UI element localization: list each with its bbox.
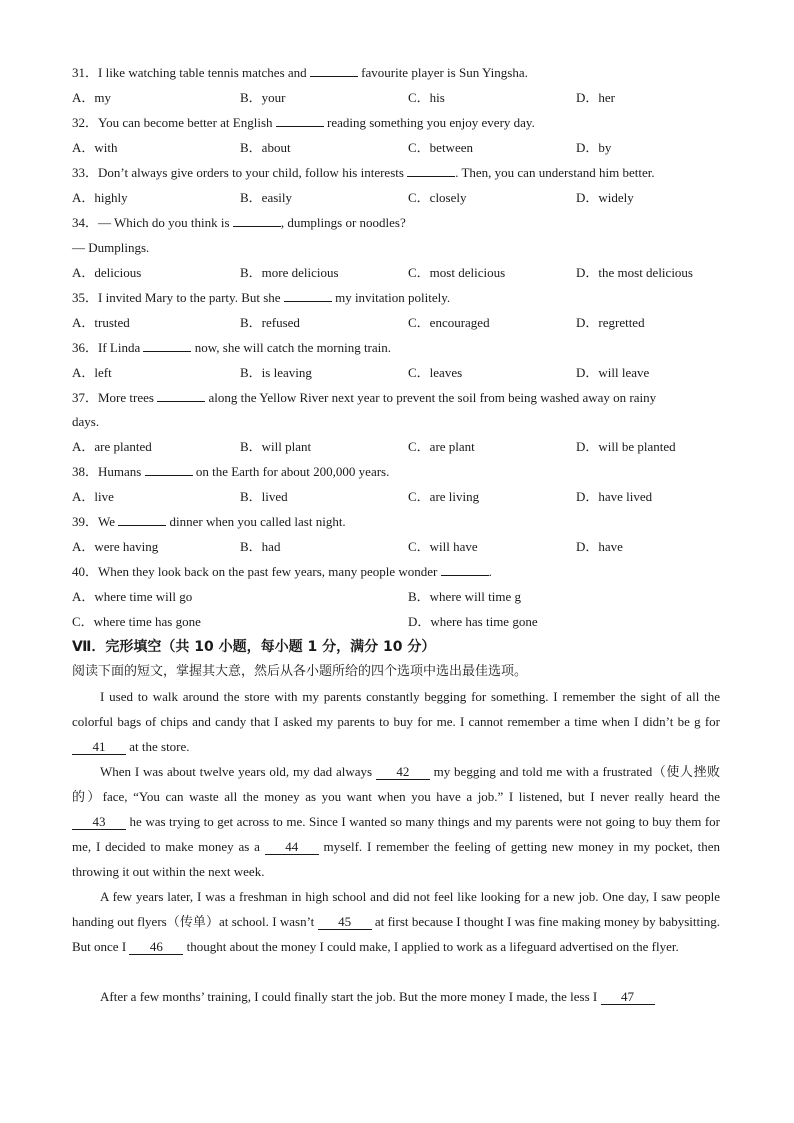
question-36: 36．If Linda now, she will catch the morning train. bbox=[72, 340, 392, 355]
options-38 bbox=[72, 489, 732, 505]
option-c: C．are plant bbox=[408, 439, 475, 454]
option-d: D．by bbox=[576, 140, 612, 155]
blank-46: 46 bbox=[129, 940, 183, 955]
question-40: 40．When they look back on the past few years, many people wonder . bbox=[72, 564, 492, 579]
answer-blank bbox=[284, 301, 332, 302]
blank-42: 42 bbox=[376, 765, 430, 780]
option-c: C．where time has gone bbox=[72, 614, 201, 629]
answer-blank bbox=[143, 351, 191, 352]
blank-47: 47 bbox=[601, 990, 655, 1005]
option-b: B．your bbox=[240, 90, 286, 105]
option-b: B．lived bbox=[240, 489, 288, 504]
option-b: B．had bbox=[240, 539, 281, 554]
question-34: 34．— Which do you think is , dumplings or noodles? bbox=[72, 215, 406, 230]
option-a: A．where time will go bbox=[72, 589, 193, 604]
passage-paragraph-3: A few years later, I was a freshman in high school and did not feel like looking for a new job. One day, I saw people handing out flyers（传单）at school. I wasn’t 45 at first because I thought I was fine making money by babysitting. But once I 46 thought about the money I could make, I applied to work as a lifeguard advertised on the flyer. bbox=[72, 889, 720, 954]
passage-paragraph-1: I used to walk around the store with my parents constantly begging for something. I remember the sight of all the colorful bags of chips and candy that I asked my parents to buy for me. I cannot remember a time when I didn’t be g for 41 at the store. bbox=[72, 689, 720, 754]
option-c: C．are living bbox=[408, 489, 480, 504]
option-a: A．are planted bbox=[72, 439, 152, 454]
question-33: 33．Don’t always give orders to your child, follow his interests . Then, you can understand him better. bbox=[72, 165, 655, 180]
option-d: D．regretted bbox=[576, 315, 645, 330]
option-d: D．where has time gone bbox=[408, 614, 538, 629]
question-32: 32．You can become better at English reading something you enjoy every day. bbox=[72, 115, 535, 130]
passage-paragraph-4: After a few months’ training, I could finally start the job. But the more money I made, the less I 47 bbox=[72, 984, 720, 1009]
option-c: C．closely bbox=[408, 190, 467, 205]
answer-blank bbox=[145, 475, 193, 476]
options-33 bbox=[72, 190, 732, 206]
question-39: 39．We dinner when you called last night. bbox=[72, 514, 346, 529]
answer-blank bbox=[441, 575, 489, 576]
options-37 bbox=[72, 439, 732, 455]
blank-45: 45 bbox=[318, 915, 372, 930]
section-instruction: 阅读下面的短文，掌握其大意，然后从各小题所给的四个选项中选出最佳选项。 bbox=[72, 664, 528, 679]
options-40-row2 bbox=[72, 614, 732, 630]
options-35 bbox=[72, 315, 732, 331]
option-b: B．is leaving bbox=[240, 365, 312, 380]
option-b: B．easily bbox=[240, 190, 292, 205]
options-32 bbox=[72, 140, 732, 156]
answer-blank bbox=[310, 76, 358, 77]
question-34-reply: — Dumplings. bbox=[72, 240, 150, 255]
option-b: B．will plant bbox=[240, 439, 312, 454]
blank-44: 44 bbox=[265, 840, 319, 855]
option-d: D．have lived bbox=[576, 489, 653, 504]
options-36 bbox=[72, 365, 732, 381]
question-38: 38．Humans on the Earth for about 200,000 years. bbox=[72, 464, 390, 479]
options-39 bbox=[72, 539, 732, 555]
answer-blank bbox=[233, 226, 281, 227]
answer-blank bbox=[407, 176, 455, 177]
option-b: B．where will time g bbox=[408, 589, 522, 604]
option-c: C．encouraged bbox=[408, 315, 490, 330]
option-b: B．about bbox=[240, 140, 291, 155]
option-c: C．his bbox=[408, 90, 445, 105]
blank-43: 43 bbox=[72, 815, 126, 830]
option-a: A．live bbox=[72, 489, 114, 504]
answer-blank bbox=[157, 401, 205, 402]
option-a: A．highly bbox=[72, 190, 128, 205]
options-34 bbox=[72, 265, 732, 281]
question-31: 31．I like watching table tennis matches and favourite player is Sun Yingsha. bbox=[72, 65, 528, 80]
option-c: C．most delicious bbox=[408, 265, 506, 280]
option-b: B．more delicious bbox=[240, 265, 339, 280]
question-37: 37．More trees along the Yellow River next year to prevent the soil from being washed away on rainy bbox=[72, 390, 657, 405]
option-a: A．my bbox=[72, 90, 112, 105]
option-c: C．between bbox=[408, 140, 473, 155]
options-31 bbox=[72, 90, 732, 106]
options-40-row1 bbox=[72, 589, 732, 605]
option-d: D．widely bbox=[576, 190, 634, 205]
option-d: D．will leave bbox=[576, 365, 650, 380]
option-a: A．delicious bbox=[72, 265, 142, 280]
section-title: Ⅶ．完形填空（共 10 小题，每小题 1 分，满分 10 分） bbox=[72, 639, 436, 655]
passage-paragraph-2: When I was about twelve years old, my dad always 42 my begging and told me with a frustrated（使人挫败的）face, “You can waste all the money as you want when you have a job.” I listened, but I never really heard the 43 he was trying to get across to me. Since I wanted so many things and my parents were not going to buy them for me, I decided to make money as a 44 myself. I remember the feeling of getting new money in my pocket, then throwing it out within the next week. bbox=[72, 764, 720, 879]
option-b: B．refused bbox=[240, 315, 300, 330]
option-c: C．will have bbox=[408, 539, 478, 554]
option-a: A．trusted bbox=[72, 315, 130, 330]
blank-41: 41 bbox=[72, 740, 126, 755]
option-d: D．will be planted bbox=[576, 439, 676, 454]
answer-blank bbox=[276, 126, 324, 127]
option-d: D．the most delicious bbox=[576, 265, 693, 280]
option-d: D．her bbox=[576, 90, 615, 105]
option-a: A．with bbox=[72, 140, 118, 155]
answer-blank bbox=[118, 525, 166, 526]
question-35: 35．I invited Mary to the party. But she my invitation politely. bbox=[72, 290, 451, 305]
option-c: C．leaves bbox=[408, 365, 463, 380]
option-a: A．left bbox=[72, 365, 112, 380]
option-a: A．were having bbox=[72, 539, 159, 554]
option-d: D．have bbox=[576, 539, 623, 554]
question-37-continued: days. bbox=[72, 414, 100, 429]
